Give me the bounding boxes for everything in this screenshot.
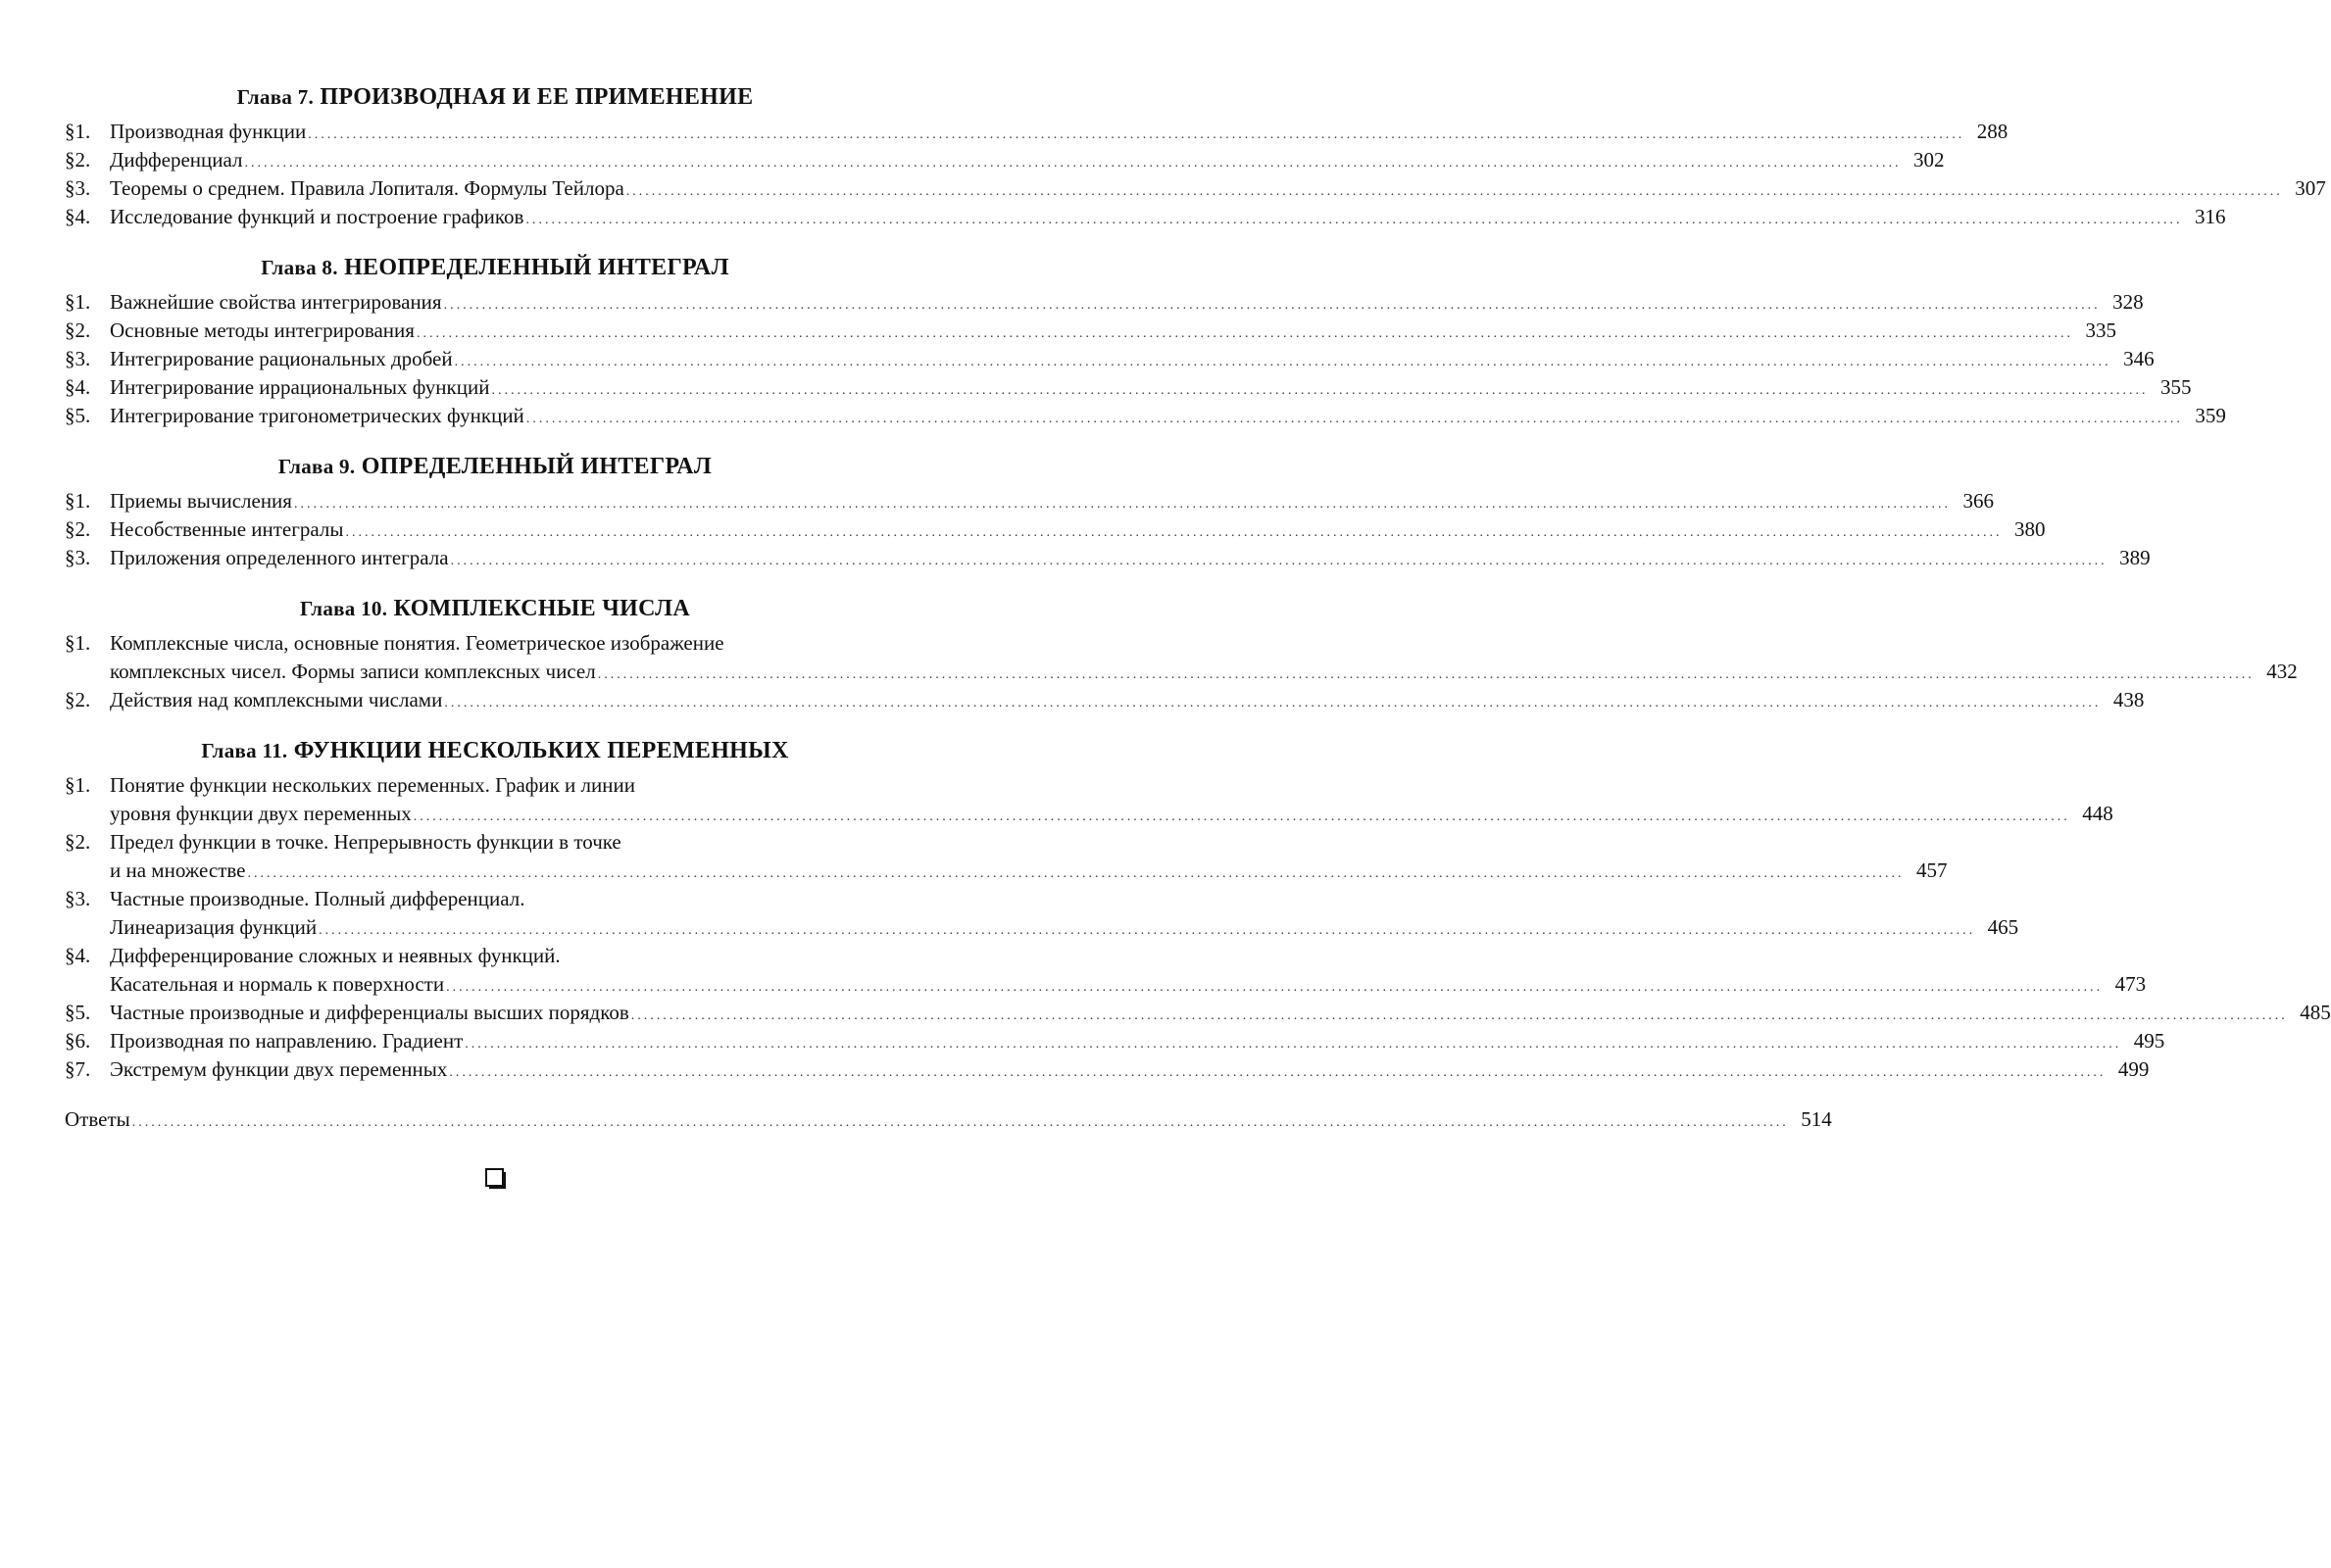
page-number: 346 [2123,347,2155,370]
dot-leader [525,206,2182,234]
dot-leader [455,348,2111,376]
page-number: 359 [2195,404,2226,427]
chapter-block [65,82,2326,231]
section-number: §4. [65,375,91,399]
dot-leader [444,291,2101,319]
section-number: §2. [65,688,91,711]
toc-entry[interactable] [65,1055,2150,1084]
page-number: 485 [2300,1001,2331,1024]
page-number: 448 [2082,802,2113,825]
dot-leader [631,1002,2288,1030]
dot-leader [526,405,2183,433]
section-title: Производная по направлению. Градиент [110,1029,464,1053]
section-number: §1. [65,290,91,314]
section-number: §1. [65,489,91,513]
toc-entry[interactable] [65,174,2326,203]
toc-entry-answers[interactable] [65,1105,1832,1134]
dot-leader [446,973,2103,1002]
chapter-name: ОПРЕДЕЛЕННЫЙ ИНТЕГРАЛ [361,454,713,479]
section-title: и на множестве [110,858,246,882]
chapter-label: Глава 10. [299,597,388,620]
toc-entry[interactable] [65,1027,2165,1055]
chapter-block [65,736,2331,1084]
section-title: Основные методы интегрирования [110,318,415,342]
page-number: 514 [1801,1107,1832,1131]
page-number: 495 [2133,1029,2165,1053]
section-title: Производная функции [110,120,307,143]
section-title: Частные производные и дифференциалы высших порядков [110,1001,629,1024]
section-number: §1. [65,120,91,143]
section-title: Исследование функций и построение графиков [110,205,524,228]
toc-entry[interactable] [65,515,2046,544]
section-title: Интегрирование тригонометрических функций [110,404,524,427]
section-title: Предел функции в точке. Непрерывность функции в точке [110,830,621,854]
dot-leader [294,490,1951,518]
section-number: §2. [65,517,91,541]
section-number: §2. [65,830,91,854]
dot-leader [449,1058,2106,1087]
toc-entry[interactable] [65,345,2155,373]
page-number: 432 [2266,660,2298,683]
page-number: 380 [2013,517,2046,541]
page-number: 473 [2114,972,2147,996]
toc-entry[interactable] [65,828,1948,885]
dot-leader [308,121,1964,149]
section-number: §4. [65,944,91,967]
section-title: Экстремум функции двух переменных [110,1057,448,1081]
section-number: §2. [65,148,91,172]
section-title: Линеаризация функций [110,915,318,939]
chapter-name: ПРОИЗВОДНАЯ И ЕЕ ПРИМЕНЕНИЕ [320,84,754,110]
page-number: 457 [1916,858,1948,882]
chapter-title [65,736,925,765]
toc-entry[interactable] [65,771,2113,828]
chapter-block [65,253,2226,430]
dot-leader [451,547,2108,575]
end-of-proof-square-icon [485,1168,507,1190]
section-title: Интегрирование иррациональных функций [110,375,490,399]
dot-leader [345,518,2002,547]
section-number: §4. [65,205,91,228]
toc-entry[interactable] [65,487,1994,515]
chapter-name: НЕОПРЕДЕЛЕННЫЙ ИНТЕГРАЛ [344,255,729,280]
section-title: Дифференцирование сложных и неявных функций. [110,944,561,967]
page-number: 307 [2295,176,2326,200]
section-title: Частные производные. Полный дифференциал. [110,887,525,910]
toc-entry[interactable] [65,629,2298,686]
dot-leader [245,149,1902,177]
chapter-label: Глава 9. [277,455,356,478]
toc-entry[interactable] [65,288,2144,317]
page-number: 316 [2194,205,2226,228]
section-number: §2. [65,318,91,342]
page-number: 288 [1976,120,2009,143]
section-number: §7. [65,1057,91,1081]
page-number: 499 [2117,1057,2150,1081]
section-title: Приемы вычисления [110,489,292,513]
toc-entry[interactable] [65,118,2009,146]
dot-leader [444,689,2101,717]
dot-leader [465,1030,2121,1058]
section-title: Дифференциал [110,148,243,172]
section-number: §6. [65,1029,91,1053]
page-number: 438 [2112,688,2145,711]
toc-entry[interactable] [65,686,2145,714]
page-number: 465 [1987,915,2019,939]
dot-leader [248,859,1905,888]
section-title: комплексных чисел. Формы записи комплексных чисел [110,660,596,683]
toc-entry[interactable] [65,146,1945,174]
dot-leader [626,177,2283,206]
section-title: Касательная и нормаль к поверхности [110,972,445,996]
section-title: Комплексные числа, основные понятия. Геометрическое изображение [110,631,724,655]
answers-label: Ответы [65,1107,130,1131]
toc-entry[interactable] [65,373,2192,402]
table-of-contents [65,82,2331,1134]
section-number: §3. [65,347,91,370]
dot-leader [417,319,2073,348]
page-number: 355 [2159,375,2192,399]
chapter-title [65,82,925,112]
section-title: Важнейшие свойства интегрирования [110,290,442,314]
chapter-block [65,452,2151,572]
dot-leader [598,661,2255,689]
section-number: §5. [65,404,91,427]
section-number: §1. [65,773,91,797]
chapter-name: КОМПЛЕКСНЫЕ ЧИСЛА [393,596,691,621]
dot-leader [132,1108,1789,1137]
chapter-label: Глава 7. [236,85,315,109]
toc-entry[interactable] [65,885,2019,942]
dot-leader [319,916,1975,945]
section-title: Теоремы о среднем. Правила Лопиталя. Формулы Тейлора [110,176,624,200]
section-title: Понятие функции нескольких переменных. График и линии [110,773,635,797]
toc-entry[interactable] [65,942,2147,999]
section-title: Действия над комплексными числами [110,688,443,711]
section-title: Приложения определенного интеграла [110,546,449,569]
page-number: 328 [2112,290,2144,314]
page-number: 366 [1962,489,1994,513]
chapter-label: Глава 11. [201,739,288,762]
section-title: Несобственные интегралы [110,517,344,541]
section-number: §1. [65,631,91,655]
chapter-name: ФУНКЦИИ НЕСКОЛЬКИХ ПЕРЕМЕННЫХ [293,738,789,763]
chapter-label: Глава 8. [261,256,338,279]
section-number: §3. [65,176,91,200]
page-number: 389 [2119,546,2151,569]
toc-entry[interactable] [65,203,2226,231]
chapter-title [65,594,925,623]
section-number: §3. [65,887,91,910]
section-title: Интегрирование рациональных дробей [110,347,453,370]
section-title: уровня функции двух переменных [110,802,412,825]
page-number: 302 [1913,148,1945,172]
section-number: §5. [65,1001,91,1024]
section-number: §3. [65,546,91,569]
chapter-block [65,594,2298,714]
toc-entry[interactable] [65,402,2226,430]
chapter-title [65,253,925,282]
toc-entry[interactable] [65,544,2151,572]
page-number: 335 [2085,318,2116,342]
toc-entry[interactable] [65,317,2116,345]
dot-leader [414,803,2070,831]
dot-leader [491,376,2148,405]
toc-entry[interactable] [65,999,2331,1027]
chapter-title [65,452,925,481]
